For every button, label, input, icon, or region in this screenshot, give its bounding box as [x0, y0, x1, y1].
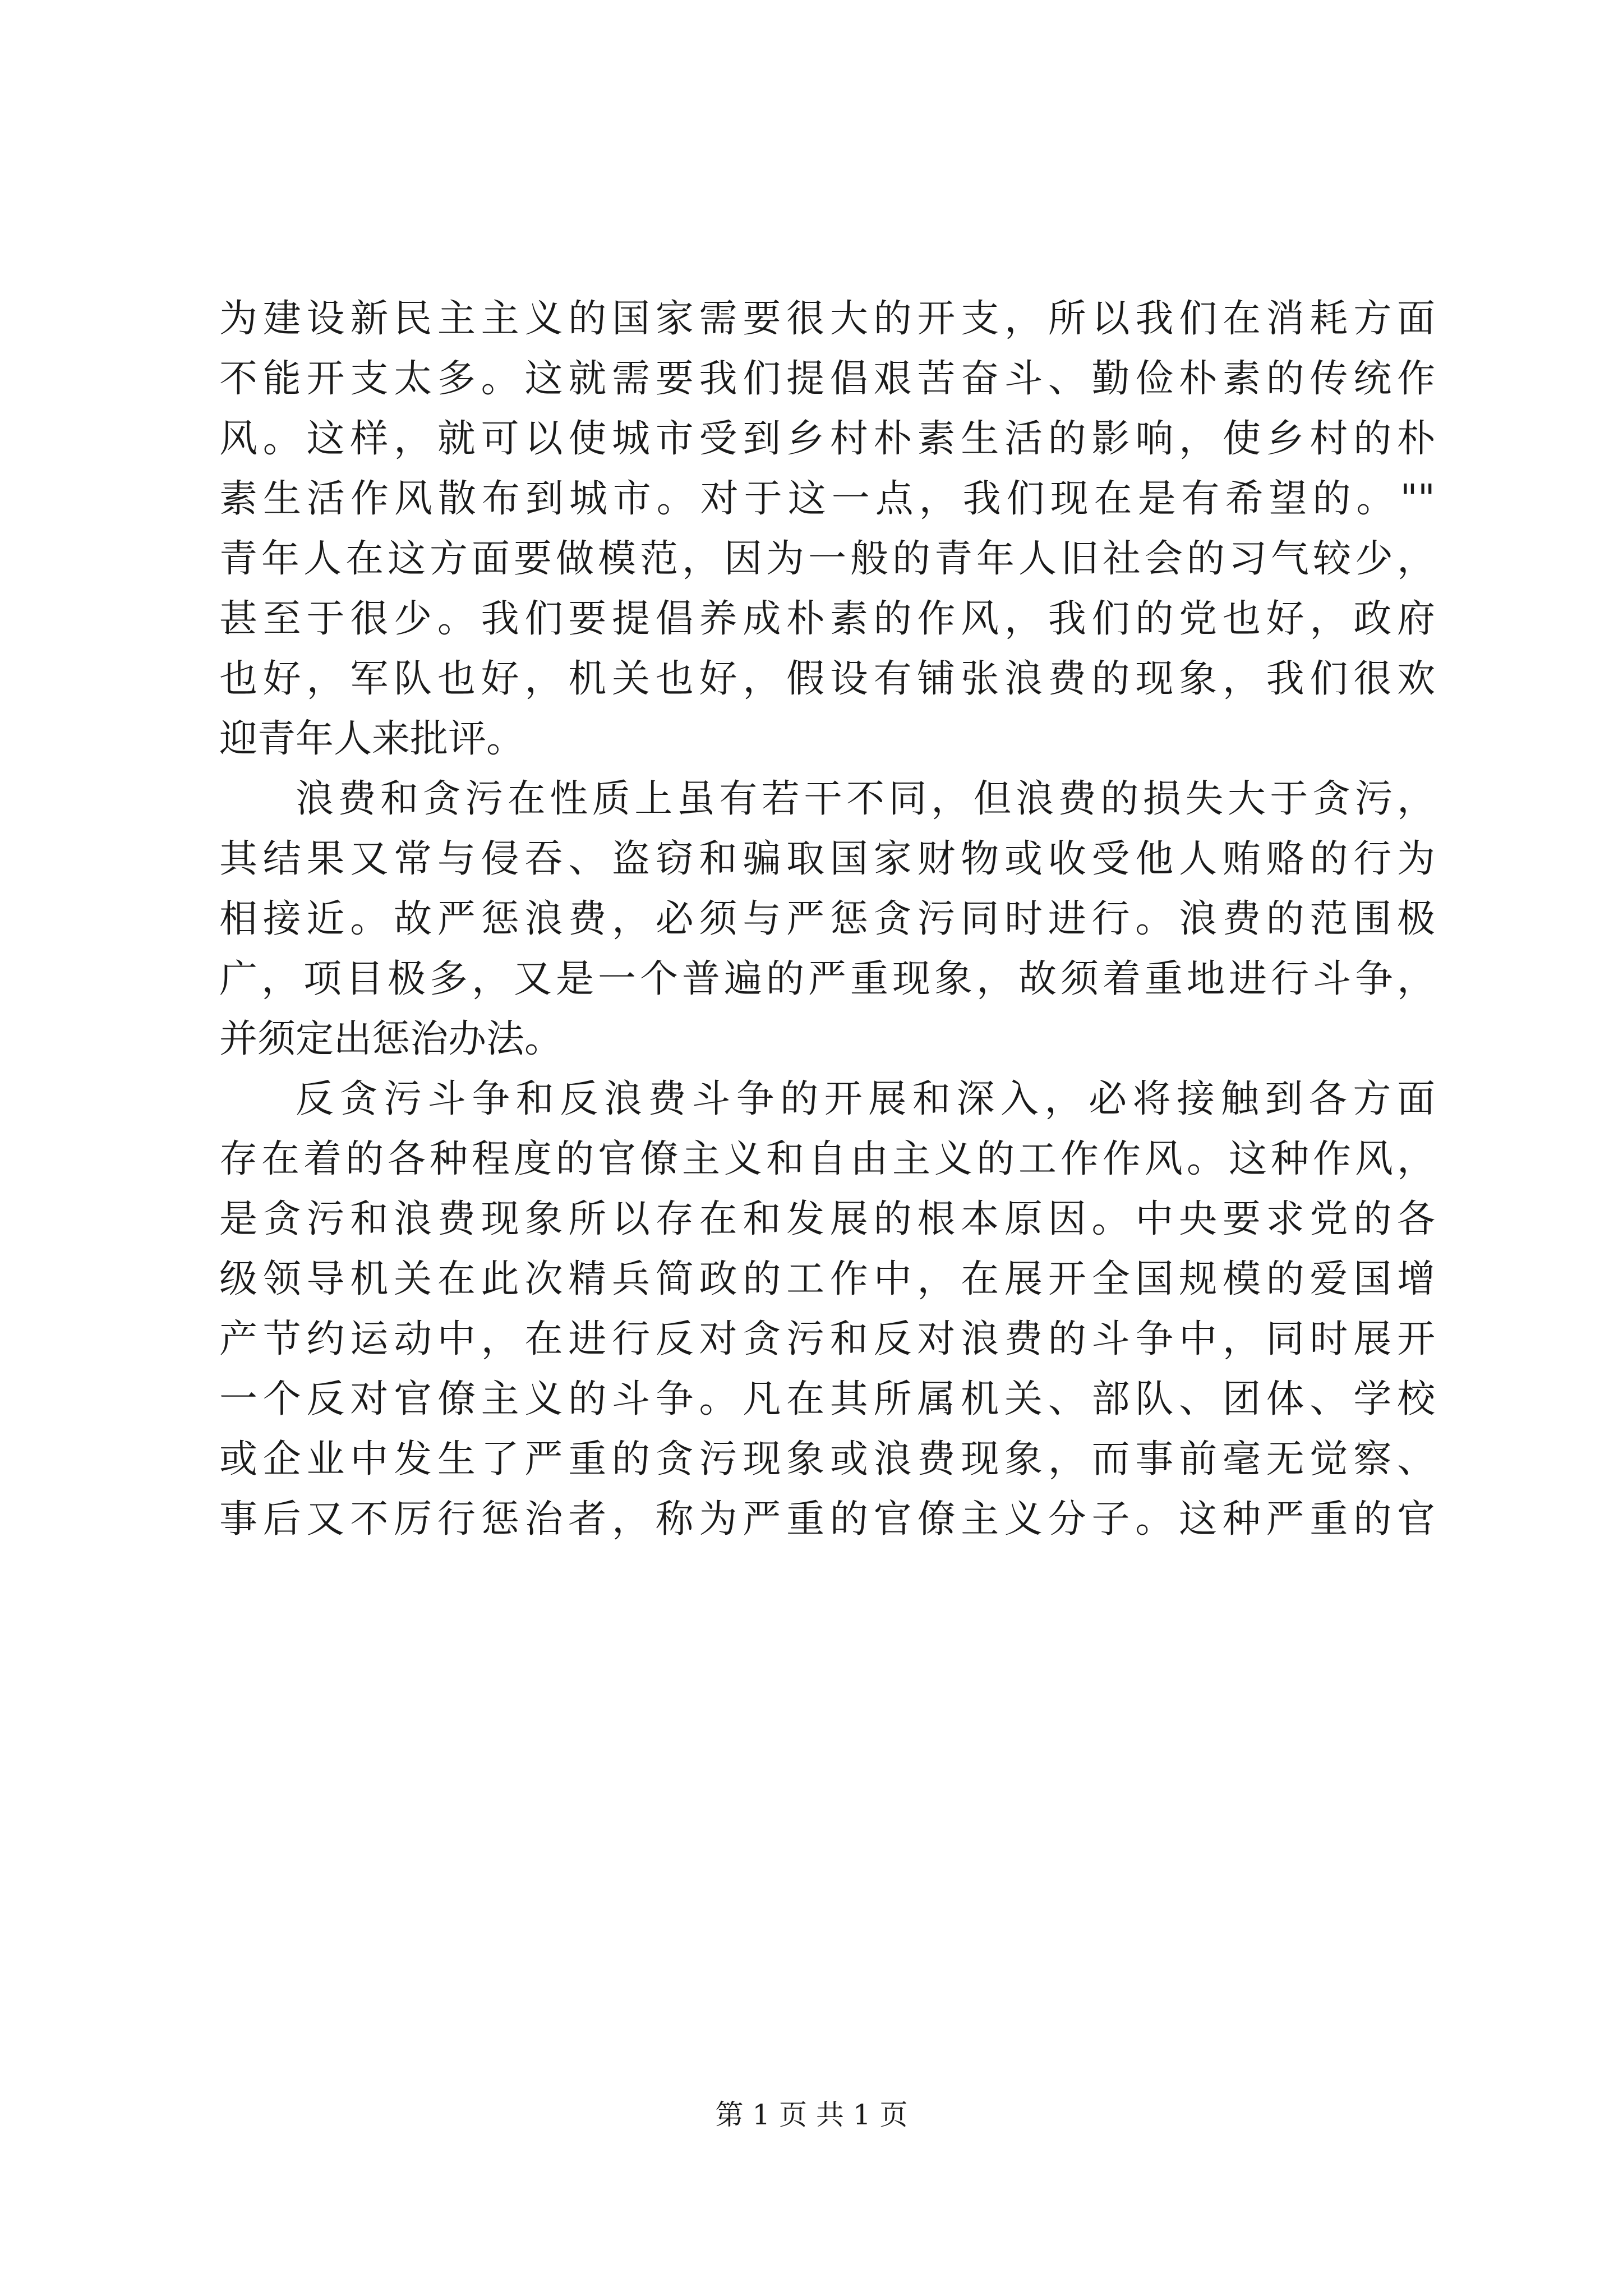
text-line: 也好，军队也好，机关也好，假设有铺张浪费的现象，我们很欢: [219, 657, 1435, 701]
text-line: 反贪污斗争和反浪费斗争的开展和深入，必将接触到各方面: [296, 1077, 1435, 1121]
text-line: 相接近。故严惩浪费，必须与严惩贪污同时进行。浪费的范围极: [219, 897, 1435, 941]
text-line: 是贪污和浪费现象所以存在和发展的根本原因。中央要求党的各: [219, 1197, 1435, 1241]
text-line: 存在着的各种程度的官僚主义和自由主义的工作作风。这种作风，: [219, 1137, 1435, 1181]
text-line: 一个反对官僚主义的斗争。凡在其所属机关、部队、团体、学校: [219, 1377, 1435, 1421]
text-line: 风。这样，就可以使城市受到乡村朴素生活的影响，使乡村的朴: [219, 417, 1435, 461]
text-line: 并须定出惩治办法。: [219, 1017, 563, 1061]
text-line: 或企业中发生了严重的贪污现象或浪费现象，而事前毫无觉察、: [219, 1437, 1435, 1481]
text-line: 其结果又常与侵吞、盗窃和骗取国家财物或收受他人贿赂的行为: [219, 837, 1435, 881]
text-line: 级领导机关在此次精兵简政的工作中，在展开全国规模的爱国增: [219, 1257, 1435, 1301]
text-line: 事后又不厉行惩治者，称为严重的官僚主义分子。这种严重的官: [219, 1497, 1435, 1542]
body-text: [219, 289, 1435, 1549]
text-line: 浪费和贪污在性质上虽有若干不同，但浪费的损失大于贪污，: [296, 777, 1435, 821]
text-line: 迎青年人来批评。: [219, 717, 525, 761]
text-line: 青年人在这方面要做模范，因为一般的青年人旧社会的习气较少，: [219, 537, 1435, 581]
text-line: 为建设新民主主义的国家需要很大的开支，所以我们在消耗方面: [219, 297, 1435, 341]
text-line: 产节约运动中，在进行反对贪污和反对浪费的斗争中，同时展开: [219, 1317, 1435, 1361]
page-number-footer: 第 1 页 共 1 页: [715, 2099, 908, 2131]
text-line: 广，项目极多，又是一个普遍的严重现象，故须着重地进行斗争，: [219, 957, 1435, 1001]
text-line: 素生活作风散布到城市。对于这一点，我们现在是有希望的。"": [219, 477, 1435, 521]
text-line: 不能开支太多。这就需要我们提倡艰苦奋斗、勤俭朴素的传统作: [219, 357, 1435, 401]
text-line: 甚至于很少。我们要提倡养成朴素的作风，我们的党也好，政府: [219, 597, 1435, 641]
